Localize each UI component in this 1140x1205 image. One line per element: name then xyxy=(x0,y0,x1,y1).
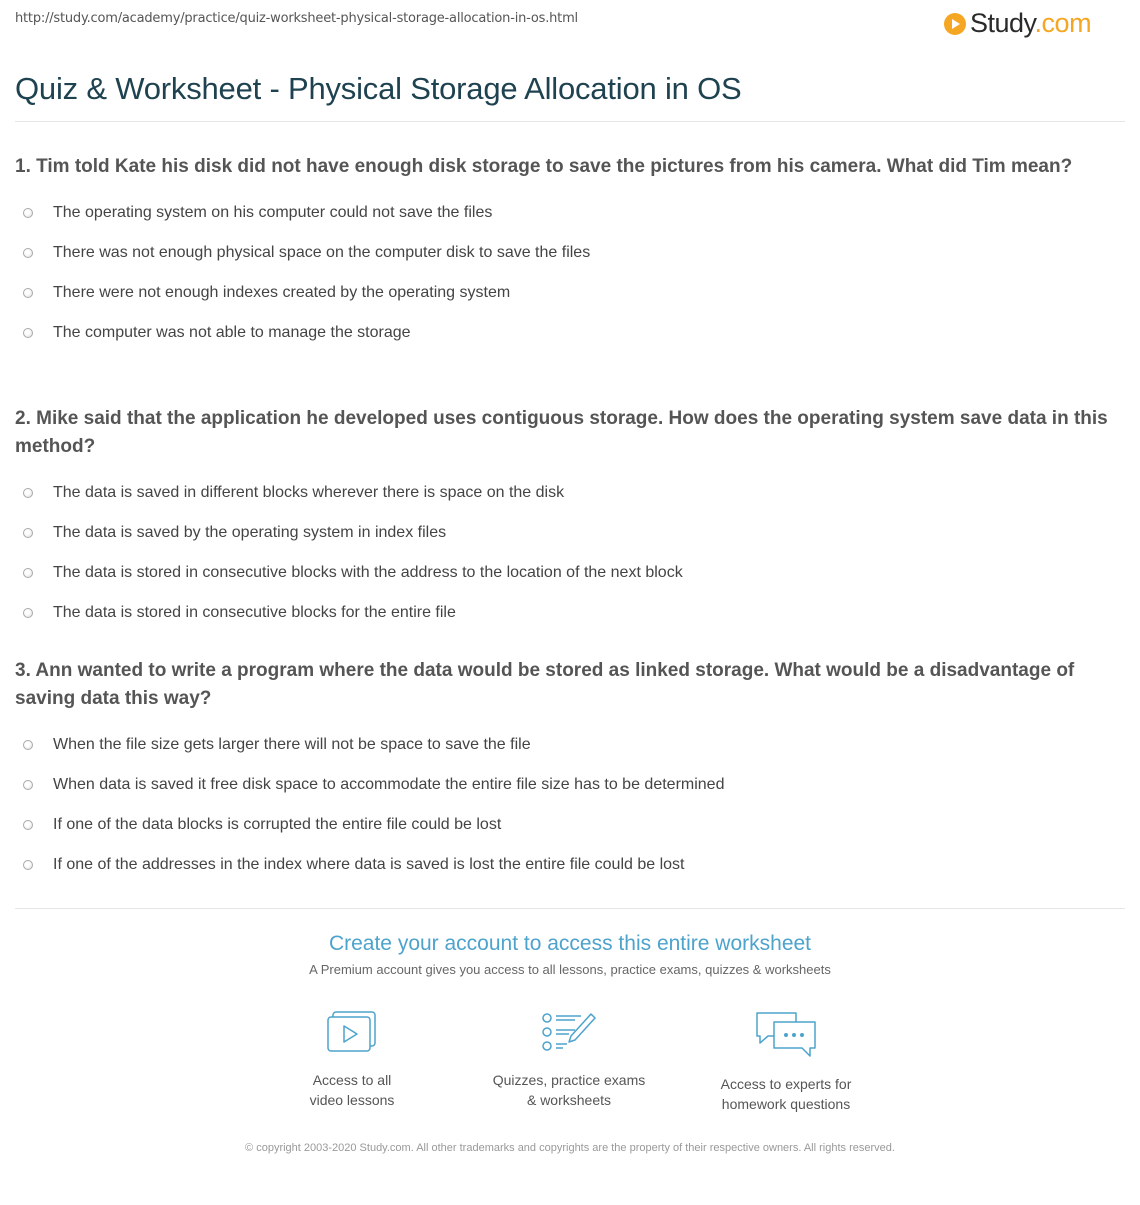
answer-label: The data is stored in consecutive blocks for the entire file xyxy=(53,604,456,621)
radio-icon[interactable] xyxy=(23,740,33,750)
answer-option[interactable] xyxy=(15,473,1110,513)
feature-experts xyxy=(696,1010,876,1114)
answer-label: If one of the addresses in the index where data is saved is lost the entire file could be lost xyxy=(53,856,685,873)
radio-icon[interactable] xyxy=(23,608,33,618)
video-icon xyxy=(326,1010,378,1056)
answer-option[interactable] xyxy=(15,845,1110,885)
answer-option[interactable] xyxy=(15,513,1110,553)
question-2 xyxy=(15,405,1110,633)
question-text: 2. Mike said that the application he developed uses contiguous storage. How does the operating system save data in this method? xyxy=(15,408,1108,457)
feature-line: & worksheets xyxy=(526,1092,612,1108)
page-url: http://study.com/academy/practice/quiz-worksheet-physical-storage-allocation-in-os.html xyxy=(15,11,578,26)
question-3 xyxy=(15,657,1110,885)
answer-option[interactable] xyxy=(15,193,1110,233)
answer-option[interactable] xyxy=(15,273,1110,313)
question-text: 3. Ann wanted to write a program where the data would be stored as linked storage. What would be a disadvantage of saving data this way? xyxy=(15,660,1075,709)
answer-option[interactable] xyxy=(15,313,1110,353)
logo-suffix: .com xyxy=(1034,8,1092,38)
answer-label: The data is saved in different blocks wherever there is space on the disk xyxy=(53,484,565,501)
play-logo-icon xyxy=(944,13,966,35)
answer-label: The data is stored in consecutive blocks with the address to the location of the next block xyxy=(53,564,683,581)
question-text: 1. Tim told Kate his disk did not have enough disk storage to save the pictures from his camera. What did Tim mean? xyxy=(15,156,1073,177)
feature-line: video lessons xyxy=(309,1092,395,1108)
quiz-list-icon xyxy=(541,1010,597,1056)
answer-label: When data is saved it free disk space to accommodate the entire file size has to be determined xyxy=(53,776,725,793)
logo-text: Study xyxy=(970,8,1035,38)
radio-icon[interactable] xyxy=(23,328,33,338)
answer-option[interactable] xyxy=(15,233,1110,273)
cta-subtitle: A Premium account gives you access to all lessons, practice exams, quizzes & worksheets xyxy=(309,962,831,977)
feature-video-lessons xyxy=(262,1010,442,1110)
feature-line: Access to experts for xyxy=(720,1076,852,1092)
radio-icon[interactable] xyxy=(23,488,33,498)
chat-bubbles-icon xyxy=(754,1010,818,1060)
answer-option[interactable] xyxy=(15,725,1110,765)
copyright-text: © copyright 2003-2020 Study.com. All other trademarks and copyrights are the property of their respective owners. All rights reserved. xyxy=(245,1142,895,1154)
answer-list xyxy=(15,193,1110,353)
radio-icon[interactable] xyxy=(23,860,33,870)
answer-option[interactable] xyxy=(15,805,1110,845)
study-logo[interactable] xyxy=(944,8,1091,39)
answer-label: The computer was not able to manage the storage xyxy=(53,324,411,341)
feature-quizzes xyxy=(479,1010,659,1110)
answer-label: If one of the data blocks is corrupted the entire file could be lost xyxy=(53,816,502,833)
answer-option[interactable] xyxy=(15,765,1110,805)
page-title: Quiz & Worksheet - Physical Storage Allocation in OS xyxy=(15,71,742,106)
radio-icon[interactable] xyxy=(23,820,33,830)
answer-list xyxy=(15,473,1110,633)
radio-icon[interactable] xyxy=(23,208,33,218)
radio-icon[interactable] xyxy=(23,568,33,578)
radio-icon[interactable] xyxy=(23,248,33,258)
answer-label: There was not enough physical space on the computer disk to save the files xyxy=(53,244,591,261)
answer-label: When the file size gets larger there will not be space to save the file xyxy=(53,736,531,753)
feature-line: Quizzes, practice exams xyxy=(492,1072,646,1088)
answer-option[interactable] xyxy=(15,553,1110,593)
cta-title-link[interactable]: Create your account to access this entire worksheet xyxy=(328,932,812,955)
premium-cta xyxy=(0,932,1140,977)
title-divider xyxy=(15,121,1125,122)
answer-label: There were not enough indexes created by the operating system xyxy=(53,284,511,301)
radio-icon[interactable] xyxy=(23,780,33,790)
answer-label: The data is saved by the operating system in index files xyxy=(53,524,447,541)
question-1 xyxy=(15,153,1110,353)
answer-list xyxy=(15,725,1110,885)
radio-icon[interactable] xyxy=(23,288,33,298)
feature-line: homework questions xyxy=(721,1096,851,1112)
radio-icon[interactable] xyxy=(23,528,33,538)
section-divider xyxy=(15,908,1125,909)
feature-line: Access to all xyxy=(312,1072,392,1088)
answer-label: The operating system on his computer could not save the files xyxy=(53,204,493,221)
answer-option[interactable] xyxy=(15,593,1110,633)
